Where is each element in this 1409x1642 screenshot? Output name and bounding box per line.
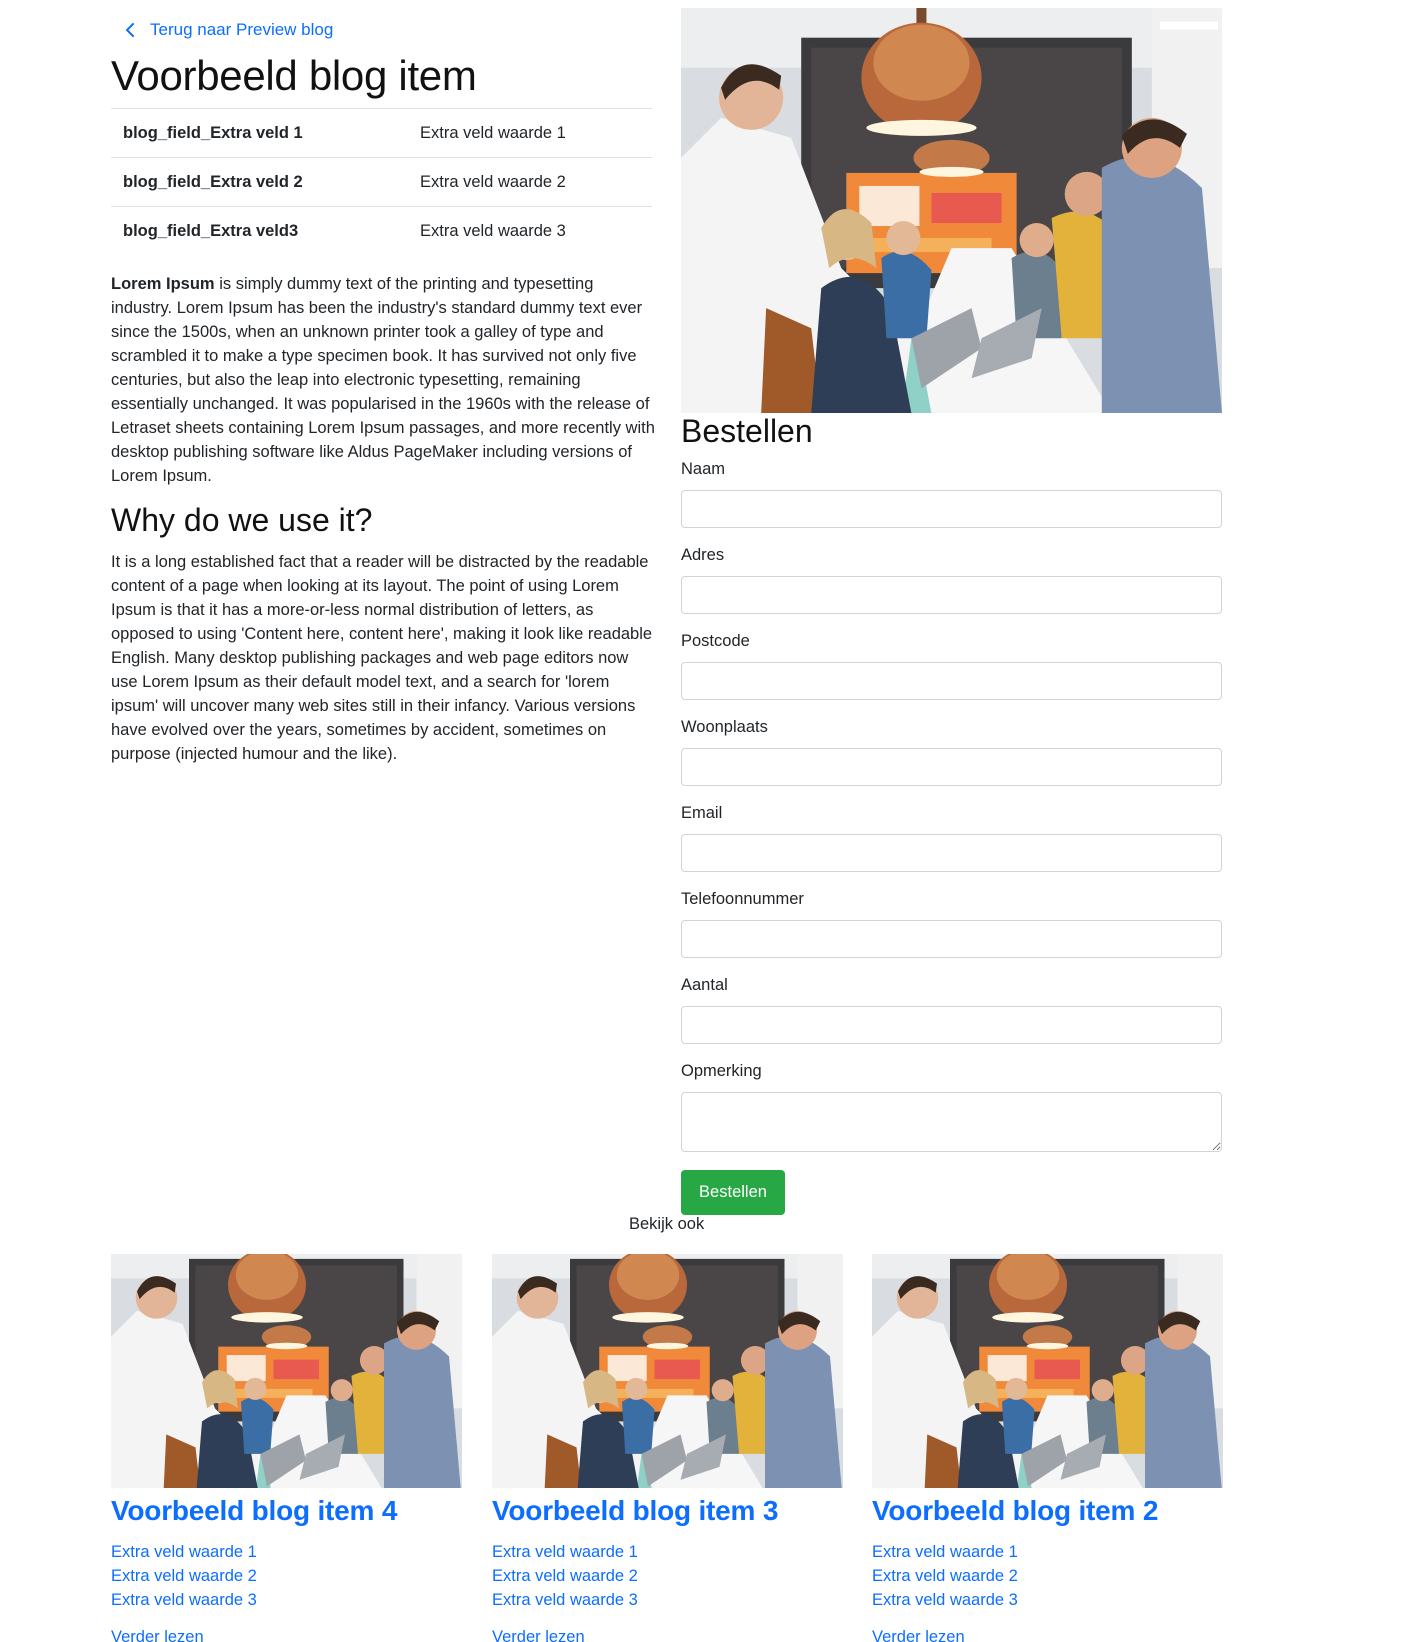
read-more-link[interactable]: Verder lezen xyxy=(111,1628,204,1642)
woonplaats-label: Woonplaats xyxy=(681,718,768,736)
telefoon-label: Telefoonnummer xyxy=(681,890,804,908)
field-value: Extra veld waarde 3 xyxy=(408,207,652,256)
naam-label: Naam xyxy=(681,460,726,478)
section-heading: Why do we use it? xyxy=(111,502,373,538)
naam-input[interactable] xyxy=(681,490,1222,528)
see-also-label: Bekijk ook xyxy=(629,1215,705,1233)
field-key: blog_field_Extra veld 1 xyxy=(111,109,408,158)
related-card xyxy=(111,1254,462,1642)
list-item: Extra veld waarde 2 xyxy=(492,1567,638,1585)
back-link[interactable] xyxy=(124,18,333,42)
bestellen-button[interactable]: Bestellen xyxy=(681,1170,785,1215)
related-card xyxy=(872,1254,1223,1642)
card-field-list xyxy=(872,1540,1223,1612)
email-label: Email xyxy=(681,804,723,822)
email-input[interactable] xyxy=(681,834,1222,872)
card-title-link[interactable]: Voorbeeld blog item 4 xyxy=(111,1495,398,1526)
related-card xyxy=(492,1254,843,1642)
page-title: Voorbeeld blog item xyxy=(111,52,477,99)
adres-input[interactable] xyxy=(681,576,1222,614)
card-image[interactable] xyxy=(111,1254,462,1488)
table-row xyxy=(111,207,652,256)
read-more-link[interactable]: Verder lezen xyxy=(872,1628,965,1642)
card-title-link[interactable]: Voorbeeld blog item 3 xyxy=(492,1495,779,1526)
list-item: Extra veld waarde 3 xyxy=(111,1591,257,1609)
list-item: Extra veld waarde 2 xyxy=(111,1567,257,1585)
chevron-left-icon xyxy=(124,22,136,38)
field-value: Extra veld waarde 2 xyxy=(408,158,652,207)
table-row xyxy=(111,158,652,207)
card-field-list xyxy=(111,1540,462,1612)
field-key: blog_field_Extra veld 2 xyxy=(111,158,408,207)
section-paragraph: It is a long established fact that a reader will be distracted by the readable content of a page when looking at its layout. The point of using Lorem Ipsum is that it has a more-or-less normal distribution of letters, as opposed to using 'Content here, content here', making it look like readable English. Many desktop publishing packages and web page editors now use Lorem Ipsum as their default model text, and a search for 'lorem ipsum' will uncover many web sites still in their infancy. Various versions have evolved over the years, sometimes by accident, sometimes on purpose (injected humour and the like). xyxy=(111,553,653,763)
list-item: Extra veld waarde 3 xyxy=(492,1591,638,1609)
list-item: Extra veld waarde 2 xyxy=(872,1567,1018,1585)
table-row xyxy=(111,109,652,158)
adres-label: Adres xyxy=(681,546,725,564)
telefoon-input[interactable] xyxy=(681,920,1222,958)
list-item: Extra veld waarde 1 xyxy=(111,1543,257,1561)
intro-paragraph xyxy=(111,272,656,488)
opmerking-textarea[interactable] xyxy=(681,1092,1222,1152)
field-key: blog_field_Extra veld3 xyxy=(111,207,408,256)
card-image[interactable] xyxy=(872,1254,1223,1488)
field-value: Extra veld waarde 1 xyxy=(408,109,652,158)
extra-fields-table xyxy=(111,108,652,256)
hero-image xyxy=(681,8,1222,413)
opmerking-label: Opmerking xyxy=(681,1062,762,1080)
card-image[interactable] xyxy=(492,1254,843,1488)
card-field-list xyxy=(492,1540,843,1612)
order-form-title: Bestellen xyxy=(681,413,813,449)
postcode-label: Postcode xyxy=(681,632,750,650)
postcode-input[interactable] xyxy=(681,662,1222,700)
card-title-link[interactable]: Voorbeeld blog item 2 xyxy=(872,1495,1159,1526)
list-item: Extra veld waarde 1 xyxy=(872,1543,1018,1561)
intro-text: is simply dummy text of the printing and typesetting industry. Lorem Ipsum has been the industry's standard dummy text ever since the 1500s, when an unknown printer took a galley of type and scrambled it to make a type specimen book. It has survived not only five centuries, but also the leap into electronic typesetting, remaining essentially unchanged. It was popularised in the 1960s with the release of Letraset sheets containing Lorem Ipsum passages, and more recently with desktop publishing software like Aldus PageMaker including versions of Lorem Ipsum. xyxy=(111,275,655,485)
read-more-link[interactable]: Verder lezen xyxy=(492,1628,585,1642)
woonplaats-input[interactable] xyxy=(681,748,1222,786)
back-link-label: Terug naar Preview blog xyxy=(150,20,334,39)
list-item: Extra veld waarde 3 xyxy=(872,1591,1018,1609)
aantal-label: Aantal xyxy=(681,976,728,994)
aantal-input[interactable] xyxy=(681,1006,1222,1044)
intro-bold: Lorem Ipsum xyxy=(111,275,215,293)
list-item: Extra veld waarde 1 xyxy=(492,1543,638,1561)
